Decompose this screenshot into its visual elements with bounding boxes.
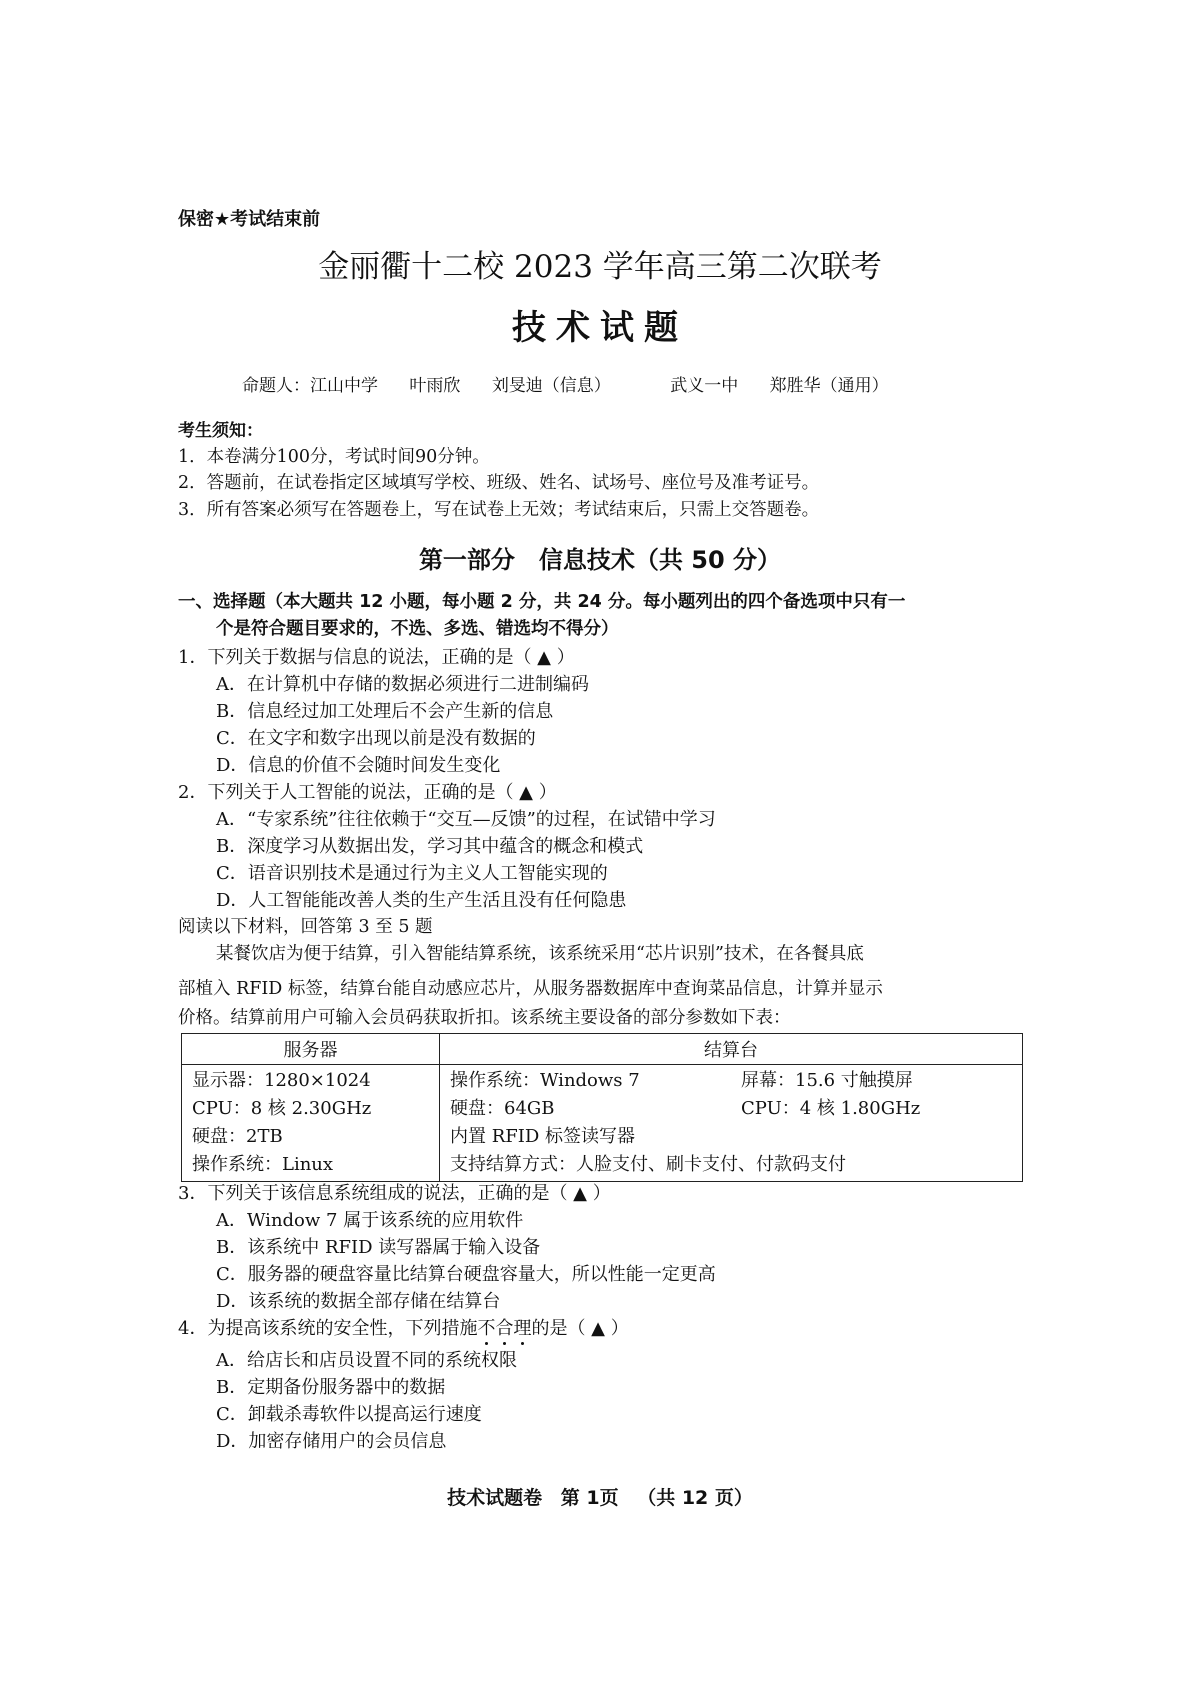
author-label: 命题人：江山中学 <box>242 376 378 396</box>
question-option: A．给店长和店员设置不同的系统权限 <box>216 1350 517 1371</box>
question-option: C．语音识别技术是通过行为主义人工智能实现的 <box>216 863 608 884</box>
author-name: 郑胜华（通用） <box>769 376 889 396</box>
emphasis-char: 理 <box>513 1318 532 1339</box>
reading-paragraph: 价格。结算前用户可输入会员码获取折扣。该系统主要设备的部分参数如下表： <box>178 1008 791 1028</box>
footer-label: 技术试题卷 <box>447 1487 543 1509</box>
server-spec: 硬盘：2TB <box>192 1126 283 1147</box>
question-stem: 2．下列关于人工智能的说法，正确的是（ ▲ ） <box>178 782 557 803</box>
emphasis-char: 合 <box>495 1318 514 1339</box>
question-option: A．Window 7 属于该系统的应用软件 <box>216 1210 524 1231</box>
terminal-spec-row <box>450 1067 1012 1095</box>
terminal-spec: 操作系统：Windows 7 <box>450 1070 640 1091</box>
notice-heading: 考生须知： <box>178 421 263 441</box>
question-option: D．加密存储用户的会员信息 <box>216 1431 447 1452</box>
terminal-spec: 屏幕：15.6 寸触摸屏 <box>741 1070 913 1091</box>
terminal-spec: 内置 RFID 标签读写器 <box>450 1126 636 1147</box>
device-spec-table <box>181 1033 1023 1182</box>
confidential-label: 保密★考试结束前 <box>178 209 321 230</box>
question-option: B．该系统中 RFID 读写器属于输入设备 <box>216 1237 541 1258</box>
terminal-spec: 支持结算方式：人脸支付、刷卡支付、付款码支付 <box>450 1154 846 1175</box>
notice-item: 2．答题前，在试卷指定区域填写学校、班级、姓名、试场号、座位号及准考证号。 <box>178 473 820 493</box>
author-name: 叶雨欣 <box>409 376 461 396</box>
notice-item: 1．本卷满分100分，考试时间90分钟。 <box>178 447 490 467</box>
question-option: C．服务器的硬盘容量比结算台硬盘容量大，所以性能一定更高 <box>216 1264 716 1285</box>
server-spec: CPU：8 核 2.30GHz <box>192 1098 372 1119</box>
section-title: 第一部分 信息技术（共 50 分） <box>418 546 782 574</box>
page-footer <box>0 1483 1200 1510</box>
question-option: D．该系统的数据全部存储在结算台 <box>216 1291 501 1312</box>
question-stem-text: 4．为提高该系统的安全性，下列措施 <box>178 1318 478 1339</box>
question-option: B．深度学习从数据出发，学习其中蕴含的概念和模式 <box>216 836 644 857</box>
table-header-row <box>182 1034 1023 1065</box>
section-intro: 个是符合题目要求的，不选、多选、错选均不得分） <box>216 619 619 639</box>
question-option: D．人工智能能改善人类的生产生活且没有任何隐患 <box>216 890 627 911</box>
question-option: A．在计算机中存储的数据必须进行二进制编码 <box>216 674 589 695</box>
table-header-terminal: 结算台 <box>440 1034 1023 1065</box>
section-intro: 一、选择题（本大题共 12 小题，每小题 2 分，共 24 分。每小题列出的四个备选项中只有一 <box>178 592 906 612</box>
reading-paragraph: 部植入 RFID 标签，结算台能自动感应芯片，从服务器数据库中查询菜品信息，计算并显示 <box>178 979 883 999</box>
table-body-row <box>182 1065 1023 1182</box>
question-option: B．定期备份服务器中的数据 <box>216 1377 446 1398</box>
question-option: B．信息经过加工处理后不会产生新的信息 <box>216 701 554 722</box>
question-option: A．“专家系统”往往依赖于“交互—反馈”的过程，在试错中学习 <box>216 809 716 830</box>
table-header-server: 服务器 <box>182 1034 440 1065</box>
author-school: 武义一中 <box>670 376 739 396</box>
authors-line <box>242 371 915 396</box>
server-spec-cell <box>182 1065 440 1182</box>
page-total: （共 12 页） <box>637 1487 753 1509</box>
terminal-spec: 硬盘：64GB <box>450 1098 555 1119</box>
question-option: C．在文字和数字出现以前是没有数据的 <box>216 728 536 749</box>
emphasis-char: 不 <box>477 1318 496 1339</box>
question-stem: 3．下列关于该信息系统组成的说法，正确的是（ ▲ ） <box>178 1183 611 1204</box>
subject-title: 技术试题 <box>512 308 688 348</box>
terminal-spec: CPU：4 核 1.80GHz <box>741 1098 921 1119</box>
exam-title: 金丽衢十二校 2023 学年高三第二次联考 <box>318 249 882 285</box>
question-option: D．信息的价值不会随时间发生变化 <box>216 755 501 776</box>
reading-paragraph: 某餐饮店为便于结算，引入智能结算系统，该系统采用“芯片识别”技术，在各餐具底 <box>216 944 864 964</box>
question-stem: 1．下列关于数据与信息的说法，正确的是（ ▲ ） <box>178 647 575 668</box>
question-stem <box>178 1314 629 1340</box>
terminal-spec-cell <box>440 1065 1023 1182</box>
notice-item: 3．所有答案必须写在答题卷上，写在试卷上无效；考试结束后，只需上交答题卷。 <box>178 500 820 520</box>
question-option: C．卸载杀毒软件以提高运行速度 <box>216 1404 482 1425</box>
page-number: 第 1页 <box>560 1487 619 1509</box>
question-stem-text: 的是（ ▲ ） <box>531 1318 629 1339</box>
server-spec: 显示器：1280×1024 <box>192 1070 371 1091</box>
author-name: 刘旻迪（信息） <box>491 376 611 396</box>
server-spec: 操作系统：Linux <box>192 1154 334 1175</box>
reading-lead: 阅读以下材料，回答第 3 至 5 题 <box>178 917 433 937</box>
terminal-spec-row <box>450 1095 1012 1123</box>
